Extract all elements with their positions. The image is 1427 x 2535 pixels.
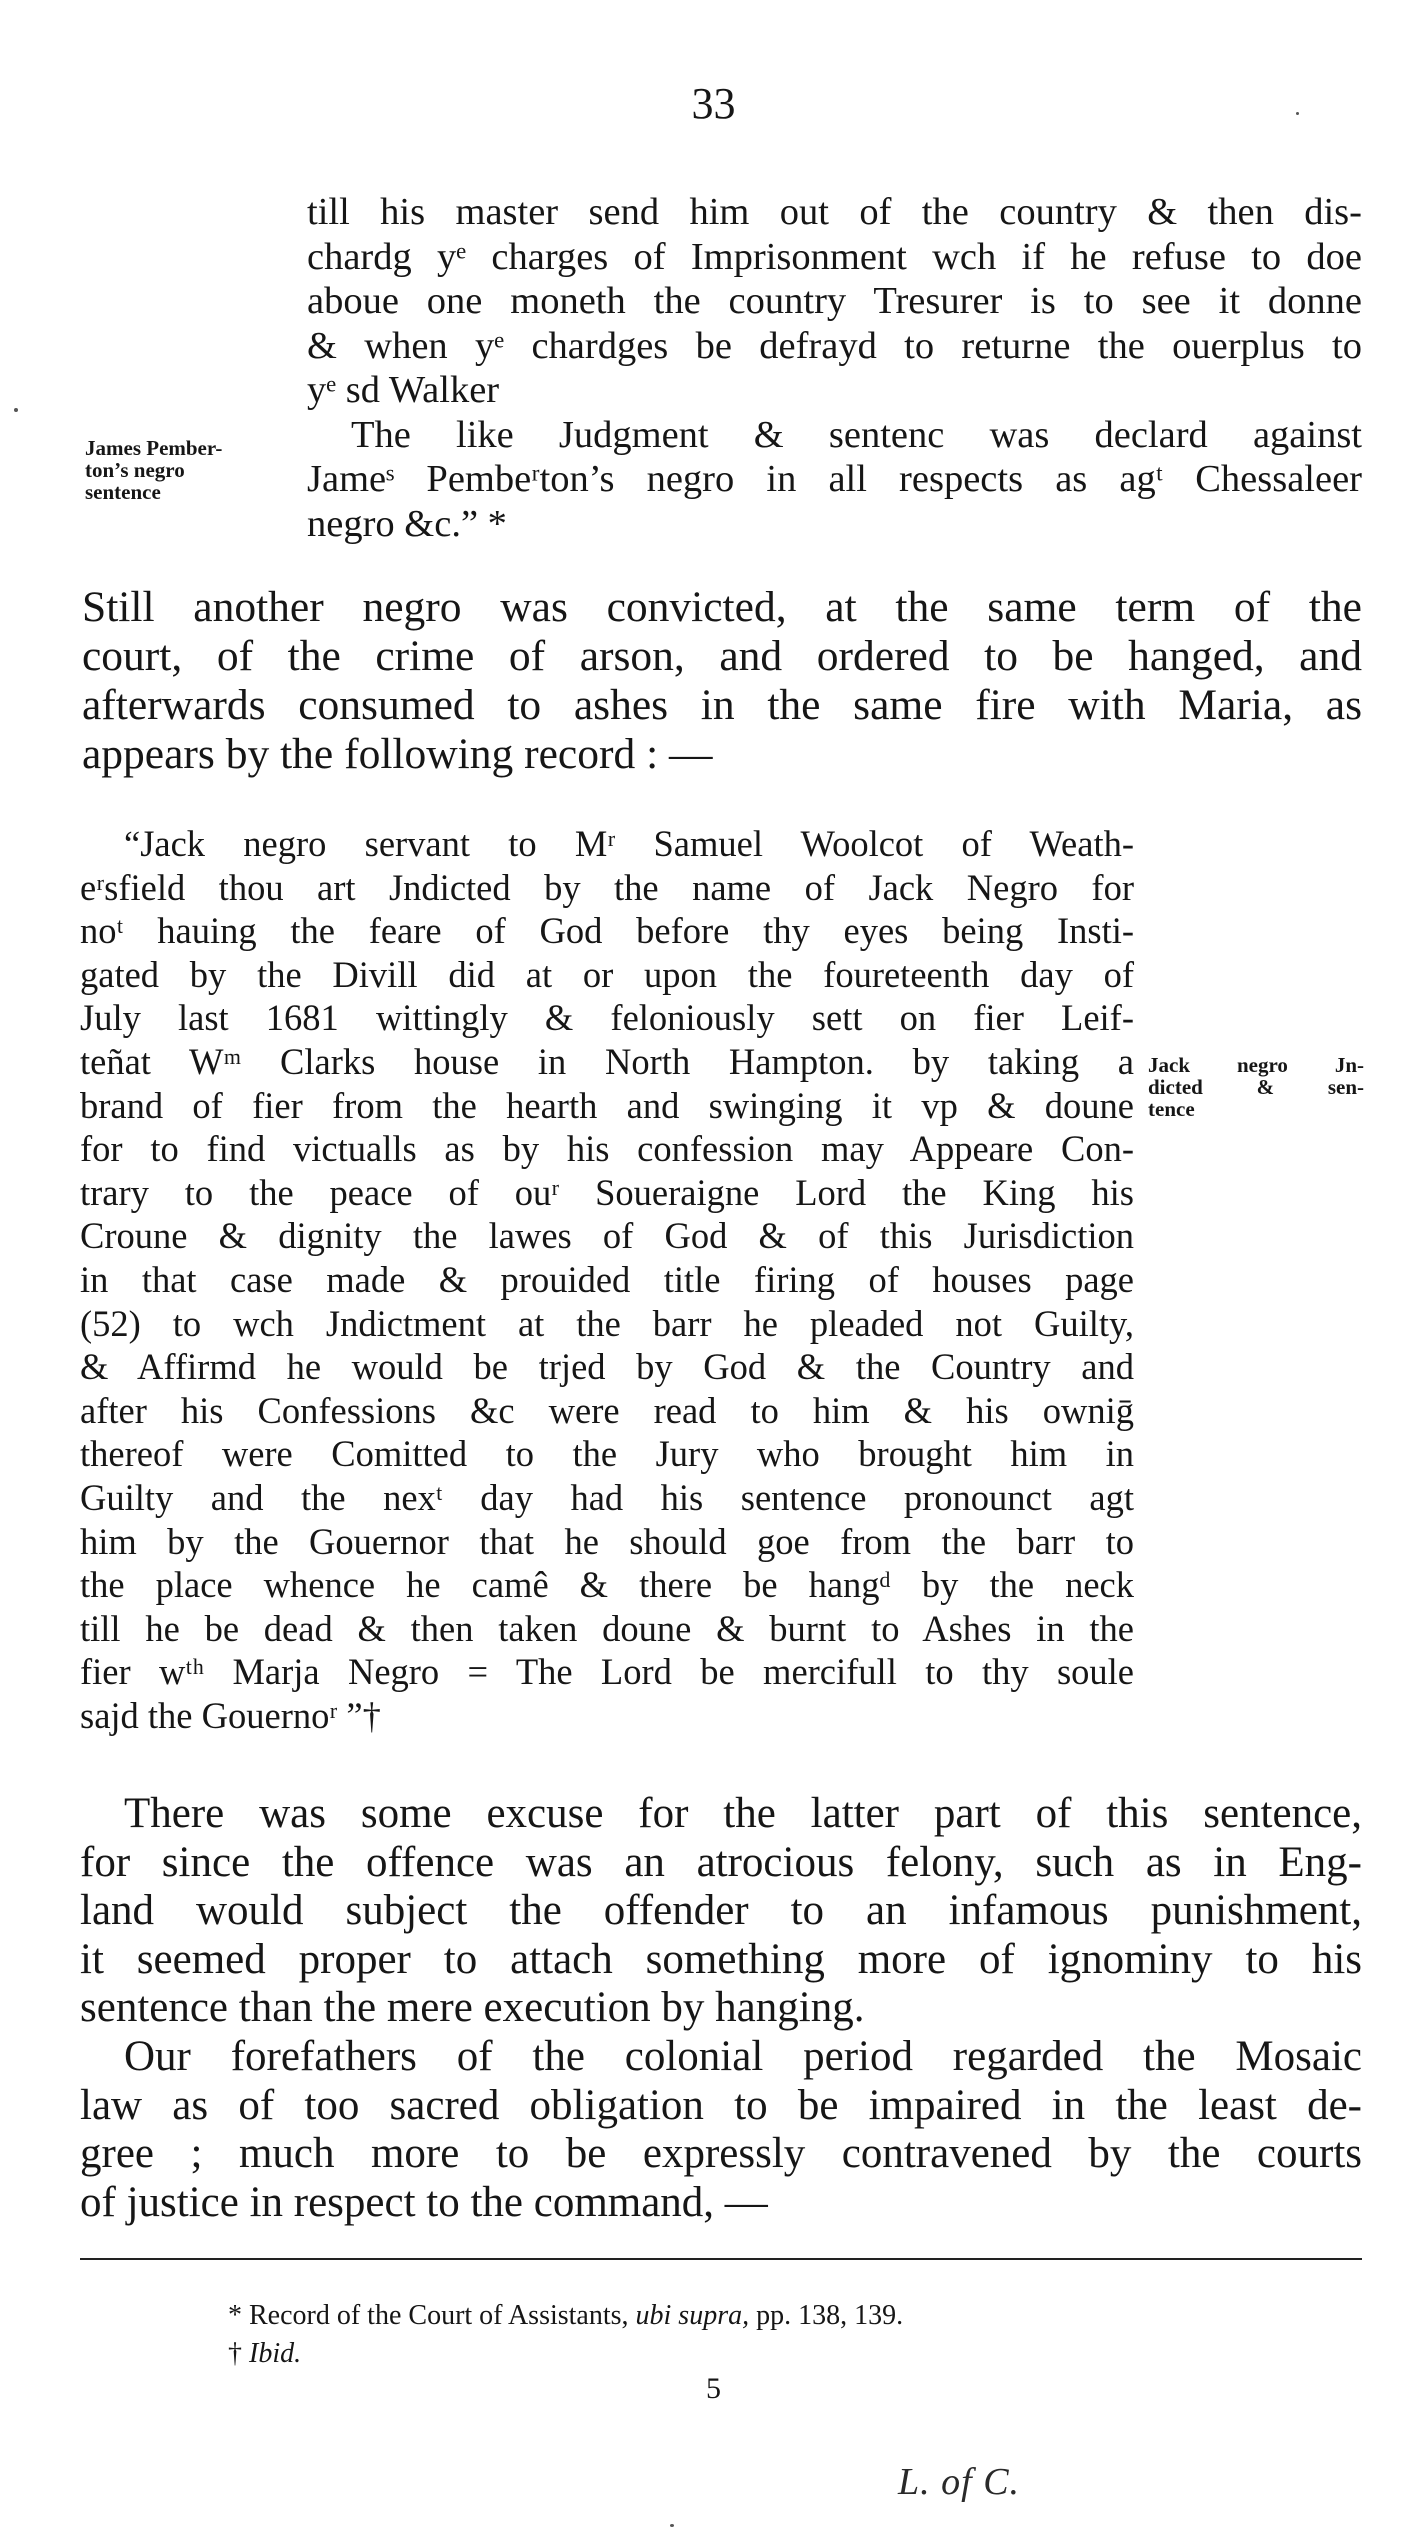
text-line: Guilty and the nexᵗ day had his sentence pronounct agt — [80, 1476, 1134, 1518]
text-line: trary to the peace of ouʳ Soueraigne Lord the King his — [80, 1171, 1134, 1213]
footnote-marker: † — [228, 2338, 242, 2369]
text-line: for to find victualls as by his confession may Appeare Con- — [80, 1128, 1134, 1170]
body-paragraph-1 — [82, 583, 1362, 779]
footnote-marker: * — [228, 2300, 242, 2331]
text-line: gated by the Divill did at or upon the foureteenth day of — [80, 953, 1134, 995]
text-line: Still another negro was convicted, at the same term of the — [82, 583, 1362, 631]
text-line: law as of too sacred obligation to be impaired in the least de- — [80, 2081, 1362, 2129]
text-line: July last 1681 wittingly & feloniously sett on fier Leif- — [80, 997, 1134, 1039]
text-line: in that case made & prouided title firing of houses page — [80, 1258, 1134, 1300]
body-paragraphs-2-3 — [80, 1790, 1362, 2227]
text-line: brand of fier from the hearth and swinging it vp & doune — [80, 1084, 1134, 1126]
library-stamp: L. of C. — [898, 2461, 1021, 2503]
text-line: Croune & dignity the lawes of God & of this Jurisdiction — [80, 1215, 1134, 1257]
page-number: 33 — [691, 79, 736, 128]
text-line: aboue one moneth the country Tresurer is to see it donne — [307, 280, 1362, 322]
footnote-divider — [80, 2258, 1362, 2260]
text-line: afterwards consumed to ashes in the same fire with Maria, as — [82, 681, 1362, 729]
text-line: (52) to wch Jndictment at the barr he pleaded not Guilty, — [80, 1302, 1134, 1344]
text-line: “Jack negro servant to Mʳ Samuel Woolcot of Weath- — [124, 823, 1134, 864]
scan-speck — [670, 2524, 674, 2527]
text-line: thereof were Comitted to the Jury who brought him in — [80, 1433, 1134, 1475]
text-line: negro &c.” * — [307, 502, 507, 545]
text-line: fier wᵗʰ Marja Negro = The Lord be mercifull to thy soule — [80, 1651, 1134, 1693]
text-line: There was some excuse for the latter part of this sentence, — [124, 1790, 1362, 1837]
text-line: the place whence he camê & there be hangᵈ by the neck — [80, 1564, 1134, 1606]
text-line: it seemed proper to attach something more of ignominy to his — [80, 1935, 1362, 1983]
footnote-1: * Record of the Court of Assistants, ubi supra, pp. 138, 139. — [228, 2300, 904, 2331]
text-line: yᵉ sd Walker — [307, 369, 500, 411]
text-line: teñat Wᵐ Clarks house in North Hampton. by taking a — [80, 1040, 1134, 1082]
footnote-2: † Ibid. — [228, 2338, 302, 2369]
margin-note-pemberton: James Pember- ton’s negro sentence — [85, 436, 223, 504]
text-line: till he be dead & then taken doune & burnt to Ashes in the — [80, 1607, 1134, 1649]
text-line: appears by the following record : — — [82, 730, 713, 778]
text-line: gree ; much more to be expressly contravened by the courts — [80, 2130, 1362, 2178]
quote-jack-record — [80, 822, 1134, 1737]
text-line: eʳsfield thou art Jndicted by the name of Jack Negro for — [80, 866, 1134, 908]
text-line: sajd the Gouernoʳ ”† — [80, 1694, 381, 1736]
text-line: Our forefathers of the colonial period regarded the Mosaic — [124, 2032, 1362, 2080]
text-line: sentence than the mere execution by hanging. — [80, 1984, 865, 2032]
margin-note-jack: Jack negro Jn- dicted & sen- tence — [1148, 1053, 1364, 1121]
text-line: of justice in respect to the command, — — [80, 2178, 768, 2226]
text-line: The like Judgment & sentenc was declard against — [351, 413, 1362, 456]
signature-mark: 5 — [706, 2372, 721, 2405]
text-line: land would subject the offender to an infamous punishment, — [80, 1887, 1362, 1935]
text-line: after his Confessions &c were read to him & his owniḡ — [80, 1389, 1134, 1431]
text-line: court, of the crime of arson, and ordered to be hanged, and — [82, 632, 1362, 680]
text-line: noᵗ hauing the feare of God before thy eyes being Insti- — [80, 910, 1134, 952]
scan-speck — [14, 408, 18, 412]
text-line: & Affirmd he would be trjed by God & the Country and — [80, 1346, 1134, 1388]
scan-speck — [1296, 112, 1299, 115]
text-line: Jameˢ Pembeʳton’s negro in all respects as agᵗ Chessaleer — [307, 458, 1362, 500]
text-line: till his master send him out of the country & then dis- — [307, 191, 1362, 233]
text-line: for since the offence was an atrocious felony, such as in Eng- — [80, 1838, 1362, 1886]
text-line: chardg yᵉ charges of Imprisonment wch if he refuse to doe — [307, 235, 1362, 278]
text-line: him by the Gouernor that he should goe from the barr to — [80, 1520, 1134, 1562]
quote-continuation — [307, 190, 1362, 546]
text-line: & when yᵉ chardges be defrayd to returne the ouerplus to — [307, 324, 1362, 367]
